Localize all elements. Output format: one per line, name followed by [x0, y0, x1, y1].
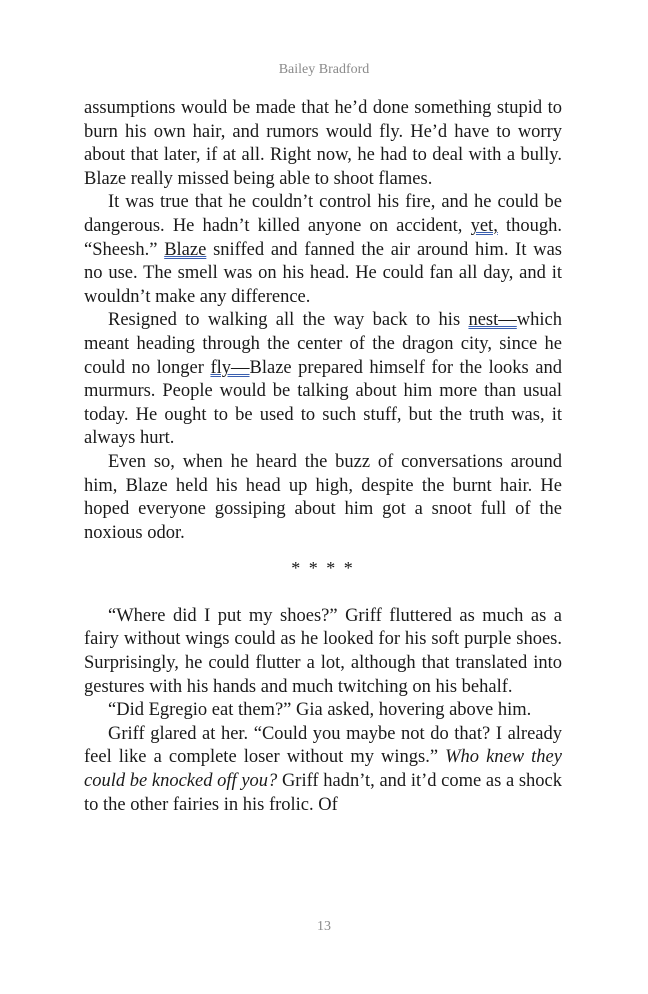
flagged-word: Blaze [164, 239, 207, 260]
paragraph [84, 191, 562, 309]
paragraph: “Where did I put my shoes?” Griff fluttered as much as a fairy without wings could as he looked for his soft purple shoes. Surprisingly, he could flutter a lot, although that translated into gestures with his hands and much twitching on his behalf. [84, 605, 562, 697]
paragraph: assumptions would be made that he’d done something stupid to burn his own hair, and rumors would fly. He’d have to worry about that later, if at all. Right now, he had to deal with a bully. Blaze really missed being able to shoot flames. [84, 98, 562, 189]
running-header: Bailey Bradford [278, 62, 370, 77]
paragraph: Even so, when he heard the buzz of conversations around him, Blaze held his head up high, despite the burnt hair. He hoped everyone gossiping about him got a snoot full of the noxious odor. [84, 451, 562, 543]
text-run: though. “Sheesh.” [84, 215, 563, 260]
paragraph [84, 723, 562, 817]
scene-break: * * * * [291, 558, 355, 579]
flagged-word: yet, [470, 215, 498, 236]
paragraph [84, 309, 562, 451]
text-run: sniffed and fanned the air around him. It was no use. The smell was on his head. He could fan all day, and it wouldn’t make any difference. [84, 239, 562, 307]
text-run: which meant heading through the center of the dragon city, since he could no longer [84, 310, 562, 378]
italic-thought: Who knew they could be knocked off you? [84, 747, 562, 792]
text-run: Resigned to walking all the way back to his [108, 310, 469, 331]
text-run: It was true that he couldn’t control his fire, and he could be dangerous. He hadn’t killed anyone on accident, [84, 192, 562, 236]
text-run: Griff glared at her. “Could you maybe not do that? I already feel like a complete loser without my wings.” [84, 723, 562, 768]
flagged-word: fly— [210, 357, 250, 378]
text-run: Blaze prepared himself for the looks and murmurs. People would be talking about him more than usual today. He ought to be used to such stuff, but the truth was, it always hurt. [84, 357, 562, 449]
body-text [84, 97, 562, 817]
page-number: 13 [317, 919, 331, 934]
paragraph: “Did Egregio eat them?” Gia asked, hovering above him. [108, 700, 532, 721]
flagged-word: nest— [468, 310, 517, 331]
text-run: Griff hadn’t, and it’d come as a shock to the other fairies in his frolic. Of [84, 771, 562, 815]
